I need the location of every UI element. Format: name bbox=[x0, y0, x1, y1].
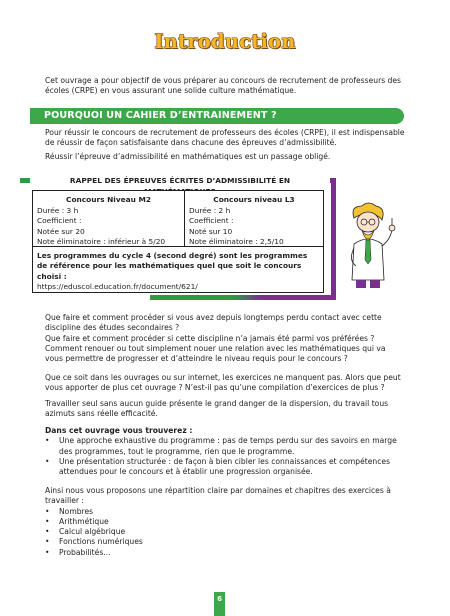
exam-m2-line: Note éliminatoire : inférieur à 5/20 bbox=[37, 236, 166, 246]
table-divider bbox=[33, 246, 323, 247]
question-line: Que faire et comment procéder si vous avez depuis longtemps perdu contact avec cette discipline des études secondaires ? bbox=[45, 313, 382, 333]
professor-illustration bbox=[340, 200, 400, 290]
exam-m2-line: Durée : 3 h bbox=[37, 206, 79, 216]
domain-item: • Arithmétique bbox=[45, 517, 405, 527]
domain-item: • Fonctions numériques bbox=[45, 537, 405, 547]
features-heading: Dans cet ouvrage vous trouverez : bbox=[45, 426, 193, 435]
exam-table bbox=[32, 190, 324, 293]
paragraph-exercices: Que ce soit dans les ouvrages ou sur internet, les exercices ne manquent pas. Alors que peut vous apporter de plus cet ouvrage ? N’est-il pas qu’une compilation d’exercices de plus ? bbox=[45, 373, 401, 393]
domains-intro: Ainsi nous vous proposons une répartition claire par domaines et chapitres des exercices à travailler : bbox=[45, 486, 391, 506]
page-number: 6 bbox=[214, 592, 225, 616]
exam-l3-line: Durée : 2 h bbox=[189, 206, 231, 216]
exam-column-m2 bbox=[33, 191, 185, 246]
exam-l3-line: Noté sur 10 bbox=[189, 226, 233, 236]
frame-stripe-bottom bbox=[150, 295, 336, 300]
exam-m2-heading: Concours Niveau M2 bbox=[66, 195, 151, 204]
exam-reminder-caption: RAPPEL DES ÉPREUVES ÉCRITES D’ADMISSIBILITÉ EN bbox=[30, 175, 330, 197]
question-line: Que faire et comment procéder si cette discipline n’a jamais été parmi vos préférées ? bbox=[45, 333, 375, 343]
programmes-note-text: Les programmes du cycle 4 (second degré) sont les programmes de référence pour les mathématiques quel que soit le concours choisi : bbox=[37, 251, 308, 281]
domain-item: • Nombres bbox=[45, 507, 405, 517]
feature-item: • Une approche exhaustive du programme : pas de temps perdu sur des savoirs en marge des programmes, tout le programme, rien que le programme. bbox=[45, 436, 405, 457]
page-title: Introduction bbox=[154, 30, 296, 53]
section-header bbox=[30, 108, 404, 124]
paragraph-admissibilite: Pour réussir le concours de recrutement de professeurs des écoles (CRPE), il est indispensable de réussir de façon satisfaisante dans chacune des épreuves d’admissibilité. bbox=[45, 128, 405, 148]
features-block bbox=[45, 426, 405, 477]
feature-item: • Une présentation structurée : de façon à bien cibler les connaissances et compétences attendues pour le concours et à établir une progression organisée. bbox=[45, 457, 405, 478]
exam-l3-heading: Concours niveau L3 bbox=[213, 195, 295, 204]
domain-item: • Probabilités... bbox=[45, 548, 405, 558]
exam-l3-line: Coefficient : bbox=[189, 216, 234, 226]
domain-item: • Calcul algébrique bbox=[45, 527, 405, 537]
exam-l3-line: Note éliminatoire : 2,5/10 bbox=[189, 236, 284, 246]
frame-stripe-right bbox=[331, 178, 336, 268]
paragraph-passage-oblige: Réussir l’épreuve d’admissibilité en mathématiques est un passage obligé. bbox=[45, 152, 331, 161]
programmes-note bbox=[37, 251, 319, 293]
eduscol-link[interactable]: https://eduscol.education.fr/document/621/ bbox=[37, 282, 198, 292]
exam-column-l3 bbox=[185, 191, 323, 246]
question-line: Comment renouer ou tout simplement nouer une relation avec les mathématiques qui va vous permettre de progresser et d’atteindre le niveau requis pour le concours ? bbox=[45, 343, 386, 364]
questions-block bbox=[45, 313, 403, 364]
domains-block bbox=[45, 486, 405, 558]
section-title: POURQUOI UN CAHIER D’ENTRAINEMENT ? bbox=[44, 110, 277, 121]
intro-paragraph: Cet ouvrage a pour objectif de vous préparer au concours de recrutement de professeurs des écoles (CRPE) en vous assurant une solide culture mathématique. bbox=[45, 76, 402, 96]
exam-m2-line: Notée sur 20 bbox=[37, 226, 85, 236]
paragraph-dispersion: Travailler seul sans aucun guide présente le grand danger de la dispersion, du travail tous azimuts sans réelle efficacité. bbox=[45, 399, 389, 419]
exam-m2-line: Coefficient : bbox=[37, 216, 82, 226]
